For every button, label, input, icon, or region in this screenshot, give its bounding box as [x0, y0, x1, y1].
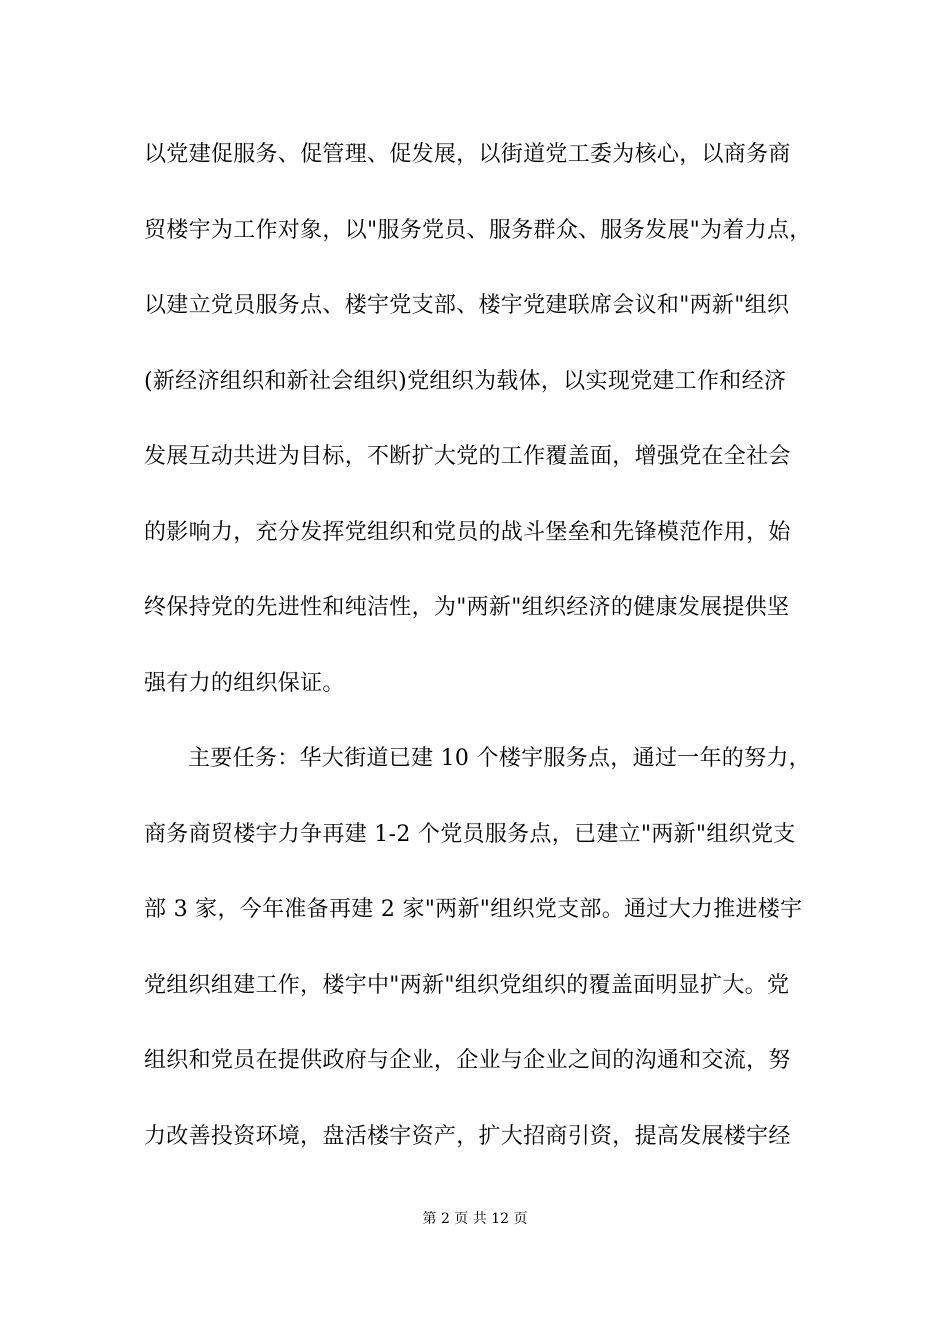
- text-line: 党组织组建工作，楼宇中"两新"组织党组织的覆盖面明显扩大。党: [144, 972, 790, 998]
- text-line: 以党建促服务、促管理、促发展，以街道党工委为核心，以商务商: [144, 142, 791, 167]
- text-line: 组织和党员在提供政府与企业，企业与企业之间的沟通和交流，努: [144, 1048, 791, 1073]
- text-line: 以建立党员服务点、楼宇党支部、楼宇党建联席会议和"两新"组织: [144, 293, 790, 318]
- text-line: 的影响力，充分发挥党组织和党员的战斗堡垒和先锋模范作用，始: [144, 519, 791, 545]
- text-line: 商务商贸楼宇力争再建 1-2 个党员服务点，已建立"两新"组织党支: [144, 821, 796, 847]
- page-number-footer: 第 2 页 共 12 页: [422, 1211, 528, 1227]
- text-line: 终保持党的先进性和纯洁性，为"两新"组织经济的健康发展提供坚: [144, 595, 790, 620]
- body-text: [144, 130, 812, 1187]
- text-line: 贸楼宇为工作对象，以"服务党员、服务群众、服务发展"为着力点，: [144, 217, 812, 243]
- text-line: 强有力的组织保证。: [144, 670, 345, 696]
- text-line: 主要任务：华大街道已建 10 个楼宇服务点，通过一年的努力，: [188, 746, 811, 771]
- text-line: 部 3 家，今年准备再建 2 家"两新"组织党支部。通过大力推进楼宇: [144, 897, 803, 922]
- text-line: 力改善投资环境，盘活楼宇资产，扩大招商引资，提高发展楼宇经: [144, 1123, 791, 1149]
- text-line: 发展互动共进为目标，不断扩大党的工作覆盖面，增强党在全社会: [144, 444, 791, 469]
- text-line: (新经济组织和新社会组织)党组织为载体，以实现党建工作和经济: [144, 368, 787, 394]
